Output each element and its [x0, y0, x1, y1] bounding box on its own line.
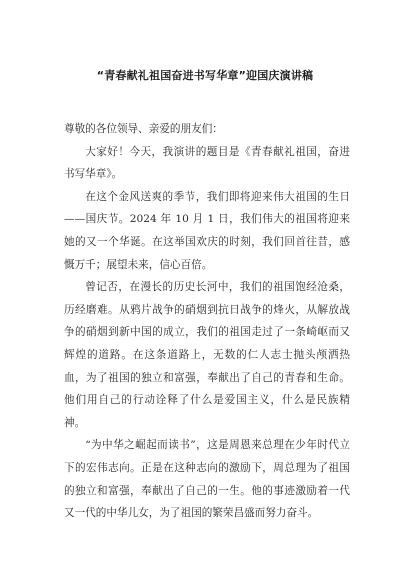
paragraph-national-day: 在这个金风送爽的季节，我们即将迎来伟大祖国的生日——国庆节。2024 年 10 月 1 日，我们伟大的祖国将迎来她的又一个华诞。在这举国欢庆的时刻，我们回首往昔，感慨万千；展望未来，信心百倍。: [64, 190, 350, 271]
document-body: [64, 118, 350, 525]
paragraph-history: 曾记否，在漫长的历史长河中，我们的祖国饱经沧桑，历经磨难。从鸦片战争的硝烟到抗日战争的烽火，从解放战争的硝烟到新中国的成立，我们的祖国走过了一条崎岖而又辉煌的道路。在这条道路上，无数的仁人志士抛头颅洒热血，为了祖国的独立和富强，奉献出了自己的青春和生命。他们用自己的行动诠释了什么是爱国主义，什么是民族精神。: [64, 281, 350, 429]
paragraph-greeting: 大家好！今天，我演讲的题目是《青春献礼祖国，奋进书写华章》。: [64, 145, 350, 181]
document-title: “青春献礼祖国奋进书写华章”迎国庆演讲稿: [96, 69, 314, 82]
salutation: 尊敬的各位领导、亲爱的朋友们：: [64, 123, 223, 135]
paragraph-zhou-enlai: “为中华之崛起而读书”，这是周恩来总理在少年时代立下的宏伟志向。正是在这种志向的激励下，周总理为了祖国的独立和富强，奉献出了自己的一生。他的事迹激励着一代又一代的中华儿女，为了祖国的繁荣昌盛而努力奋斗。: [64, 439, 350, 520]
